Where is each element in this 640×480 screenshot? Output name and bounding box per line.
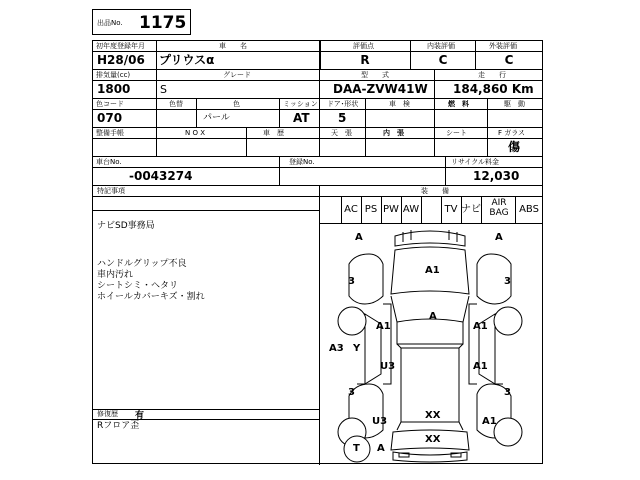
color-change-label: 色替 (169, 100, 183, 108)
manual-label: 整備手帳 (96, 129, 124, 137)
model-label: 型 式 (361, 71, 389, 79)
lot-number-box (92, 9, 191, 35)
score-value: R (360, 53, 370, 67)
drive-label: 駆 動 (504, 100, 525, 108)
chassis-label: 車台No. (96, 158, 122, 166)
glass-value: 傷 (508, 140, 521, 154)
equip-ps: PS (364, 204, 378, 215)
equip-aw: AW (402, 204, 420, 215)
seat-label: シート (446, 129, 467, 137)
recycle-value: 12,030 (473, 169, 520, 183)
mileage-label: 走 行 (478, 71, 506, 79)
notes-line-5: ホイールカバーキズ・割れ (97, 292, 205, 302)
mark-rear-right-wheel: 3 (504, 387, 511, 398)
reg-year-value: H28/06 (97, 53, 145, 67)
mark-roof: A (429, 311, 437, 322)
color-value: パール (203, 113, 230, 123)
mark-left-front-door: A1 (376, 321, 391, 332)
mark-left-pillar: A3 (329, 343, 344, 354)
mark-right-rear-door: A1 (473, 361, 488, 372)
interior-score-label: 内装評価 (427, 42, 455, 50)
mark-front-left: A (355, 232, 363, 243)
exterior-score-value: C (504, 53, 514, 67)
notes-line-1: ナビSD事務局 (97, 221, 155, 231)
lot-number: 1175 (139, 13, 187, 33)
equipment-label: 装 備 (421, 187, 449, 195)
door-shape-label: ドア･形状 (327, 100, 359, 108)
roof-lining-label: 天 張 (331, 129, 352, 137)
equip-navi: ナビ (461, 204, 481, 215)
model-value: DAA-ZVW41W (333, 82, 428, 96)
mark-front-right-wheel: 3 (504, 276, 511, 287)
fuel-label: 燃 料 (448, 100, 469, 108)
reg-no-label: 登録No. (289, 158, 315, 166)
chassis-value: -0043274 (129, 169, 193, 183)
notes-label: 特記事項 (97, 187, 125, 195)
inspection-label: 車 検 (389, 100, 410, 108)
mark-tire-a: A (377, 443, 385, 454)
mark-trunk: XX (425, 410, 441, 421)
mileage-value: 184,860 Km (453, 82, 534, 96)
mark-hood: A1 (425, 265, 440, 276)
grade-label: グレード (223, 71, 251, 79)
history-label: 車 歴 (263, 129, 284, 137)
equip-abs: ABS (519, 204, 539, 215)
inner-lining-label: 内 張 (383, 129, 404, 137)
lot-number-label: 出品No. (97, 19, 123, 27)
mark-rear-left-wheel: 3 (348, 387, 355, 398)
mark-rear-bumper: XX (425, 434, 441, 445)
mark-tire: T (353, 443, 360, 454)
repair-label: 修復歴 (97, 410, 118, 418)
repair-value: 有 (135, 411, 145, 421)
displacement-value: 1800 (97, 82, 131, 96)
equip-pw: PW (383, 204, 399, 215)
door-value: 5 (338, 111, 347, 125)
reg-year-label: 初年度登録年月 (96, 42, 145, 50)
mark-rear-left: U3 (372, 416, 388, 427)
equip-ac: AC (344, 204, 358, 215)
color-code-label: 色コード (96, 100, 124, 108)
recycle-label: リサイクル料金 (451, 158, 500, 166)
equipment-row (319, 196, 542, 223)
mission-label: ミッション (283, 100, 318, 108)
score-label: 評価点 (353, 42, 374, 50)
nox-label: N O X (185, 129, 205, 137)
equip-airbag: AIR BAG (489, 198, 509, 218)
mark-front-right: A (495, 232, 503, 243)
mark-left-y: Y (353, 343, 361, 354)
car-name-label: 車 名 (219, 42, 247, 50)
repair-detail: Rフロア歪 (97, 421, 140, 431)
notes-line-3: 車内汚れ (97, 270, 134, 280)
color-label: 色 (233, 100, 240, 108)
mark-left-rear-door: U3 (380, 361, 396, 372)
grade-value: S (160, 83, 167, 96)
displacement-label: 排気量(cc) (96, 71, 131, 79)
auction-sheet (92, 40, 543, 464)
car-name-value: プリウスα (159, 53, 215, 67)
color-code-value: 070 (97, 111, 123, 125)
mark-rear-right: A1 (482, 416, 497, 427)
interior-score-value: C (438, 53, 448, 67)
exterior-score-label: 外装評価 (489, 42, 517, 50)
mark-right-front-door: A1 (473, 321, 488, 332)
notes-line-4: シートシミ・ヘタリ (97, 281, 179, 291)
glass-label: F ガラス (498, 129, 526, 137)
notes-line-2: ハンドルグリップ不良 (97, 259, 187, 269)
mark-front-left-wheel: 3 (348, 276, 355, 287)
mission-value: AT (293, 111, 310, 125)
equip-tv: TV (444, 204, 458, 215)
